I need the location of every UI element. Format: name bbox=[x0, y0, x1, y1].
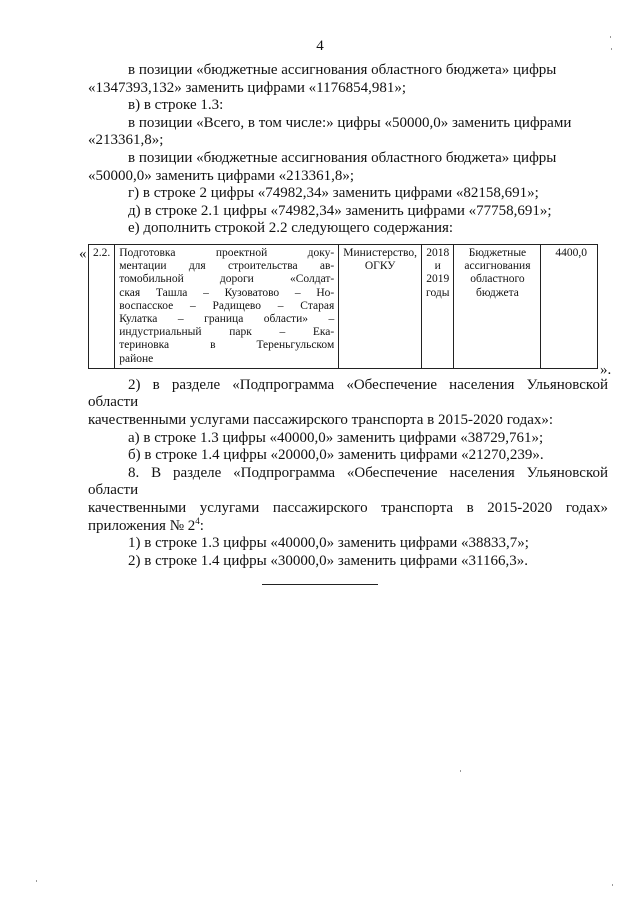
text-line: в позиции «бюджетные ассигнования областного бюджета» цифры bbox=[128, 149, 557, 166]
text-line: в позиции «бюджетные ассигнования областного бюджета» цифры bbox=[128, 62, 557, 78]
text-line: в) в строке 1.3: bbox=[128, 97, 224, 114]
years-line: 2019 bbox=[426, 273, 450, 286]
years-line: 2018 bbox=[426, 246, 450, 259]
text-line: 2) в строке 1.4 цифры «30000,0» заменить цифрами «31166,3». bbox=[128, 552, 528, 569]
name-line: томобильной дороги «Солдат- bbox=[119, 273, 335, 286]
text-line bbox=[88, 515, 608, 536]
text-fragment: : bbox=[199, 517, 204, 534]
text-line: «213361,8»; bbox=[88, 132, 164, 149]
text-fragment: приложения № 2 bbox=[88, 517, 196, 534]
insert-table bbox=[88, 244, 598, 369]
closing-rule bbox=[262, 584, 378, 585]
name-line: ментации для строительства ав- bbox=[119, 260, 335, 273]
text-line: б) в строке 1.4 цифры «20000,0» заменить цифрами «21270,239». bbox=[128, 447, 544, 464]
name-line: териновка в Тереньгульском bbox=[119, 339, 335, 352]
scan-speck bbox=[460, 770, 461, 772]
name-line: районе bbox=[119, 352, 154, 365]
scan-speck bbox=[612, 884, 613, 886]
text-line: е) дополнить строкой 2.2 следующего содержания: bbox=[128, 220, 454, 237]
superscript: 4 bbox=[195, 515, 200, 526]
row-name bbox=[115, 244, 339, 368]
text-line: г) в строке 2 цифры «74982,34» заменить цифрами «82158,691»; bbox=[128, 185, 539, 202]
row-source: Бюджетные ассигнования областного бюджета bbox=[454, 244, 541, 368]
years-line: годы bbox=[426, 286, 450, 299]
scan-speck bbox=[36, 880, 37, 882]
row-years bbox=[422, 244, 454, 368]
text-line: д) в строке 2.1 цифры «74982,34» заменить цифрами «77758,691»; bbox=[128, 202, 552, 219]
years-line: и bbox=[434, 260, 441, 273]
document-body bbox=[79, 62, 612, 570]
row-executor: Министерство, ОГКУ bbox=[339, 244, 422, 368]
scan-speck bbox=[610, 36, 611, 38]
text-line: в позиции «Всего, в том числе:» цифры «50000,0» заменить цифрами bbox=[128, 114, 572, 131]
text-line: 8. В разделе «Подпрограмма «Обеспечение населения Ульяновской области bbox=[88, 464, 608, 499]
text-line: 2) в разделе «Подпрограмма «Обеспечение населения Ульяновской области bbox=[88, 376, 608, 411]
text-line: 1) в строке 1.3 цифры «40000,0» заменить цифрами «38833,7»; bbox=[128, 535, 529, 552]
text-line: а) в строке 1.3 цифры «40000,0» заменить цифрами «38729,761»; bbox=[128, 429, 544, 446]
insert-table-block bbox=[79, 244, 612, 378]
text-line: качественными услугами пассажирского транспорта в 2015-2020 годах» bbox=[88, 499, 608, 516]
table-row bbox=[89, 244, 598, 368]
scan-speck bbox=[611, 48, 612, 50]
row-number: 2.2. bbox=[89, 244, 115, 368]
open-quote: « bbox=[79, 245, 87, 262]
name-line: индустриальный парк – Ека- bbox=[119, 326, 335, 339]
name-line: Подготовка проектной доку- bbox=[119, 246, 335, 259]
text-line: качественными услугами пассажирского транспорта в 2015-2020 годах»: bbox=[88, 411, 554, 428]
text-line: «1347393,132» заменить цифрами «1176854,981»; bbox=[88, 79, 406, 96]
name-line: ская Ташла – Кузоватово – Но- bbox=[119, 286, 335, 299]
page-number: 4 bbox=[316, 38, 324, 54]
close-quote: ». bbox=[600, 361, 612, 378]
text-line: «50000,0» заменить цифрами «213361,8»; bbox=[88, 167, 355, 184]
name-line: Кулатка – граница области» – bbox=[119, 312, 335, 325]
row-amount: 4400,0 bbox=[541, 244, 598, 368]
name-line: воспасское – Радищево – Старая bbox=[119, 299, 335, 312]
